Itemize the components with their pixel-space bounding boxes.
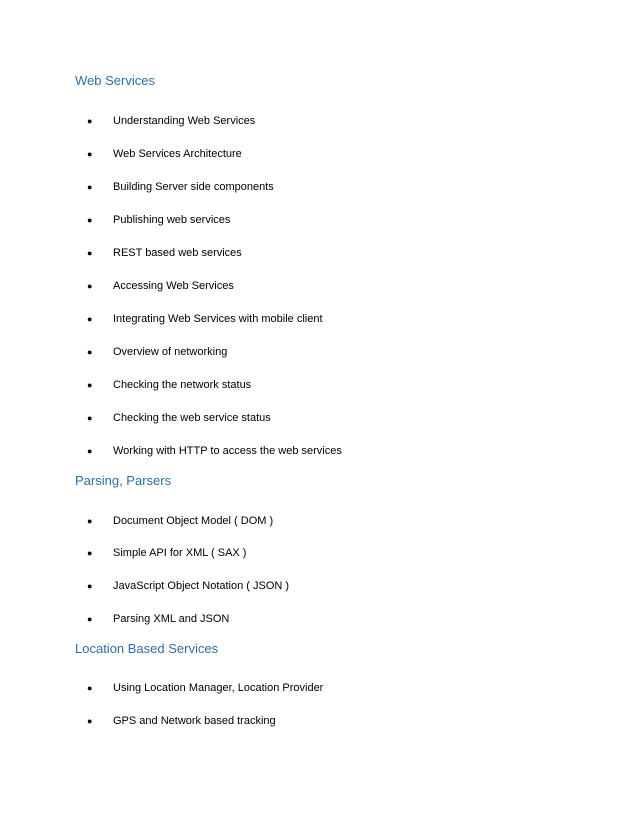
list-item: [87, 212, 230, 228]
bullet-icon: ●: [87, 614, 93, 624]
bullet-icon: ●: [87, 281, 93, 291]
bullet-icon: ●: [87, 116, 93, 126]
list-item: [87, 146, 242, 162]
bullet-icon: ●: [87, 215, 93, 225]
list-item-text: Document Object Model ( DOM ): [113, 515, 274, 527]
list-item-text: Overview of networking: [113, 346, 228, 358]
bullet-icon: ●: [87, 347, 93, 357]
list-item: [87, 278, 234, 294]
bullet-icon: ●: [87, 149, 93, 159]
bullet-icon: ●: [87, 182, 93, 192]
list-item-text: Understanding Web Services: [113, 115, 256, 127]
list-item-text: Using Location Manager, Location Provider: [113, 682, 324, 694]
list-item-text: Parsing XML and JSON: [113, 613, 230, 625]
bullet-icon: ●: [87, 683, 93, 693]
list-item-text: Working with HTTP to access the web services: [113, 445, 342, 457]
list-item: [87, 545, 246, 561]
list-item: [87, 513, 273, 529]
bullet-icon: ●: [87, 548, 93, 558]
section-heading-parsing-parsers: Parsing, Parsers: [75, 473, 172, 488]
list-item-text: Checking the network status: [113, 379, 252, 391]
section-heading-web-services: Web Services: [75, 73, 155, 88]
list-item-text: GPS and Network based tracking: [113, 715, 276, 727]
list-item: [87, 311, 323, 327]
bullet-icon: ●: [87, 581, 93, 591]
list-item: [87, 680, 323, 696]
bullet-icon: ●: [87, 446, 93, 456]
list-item-text: Publishing web services: [113, 214, 231, 226]
section-heading-location-based-services: Location Based Services: [75, 641, 219, 656]
list-item: [87, 245, 242, 261]
list-item: [87, 113, 255, 129]
list-item: [87, 443, 342, 459]
list-item-text: REST based web services: [113, 247, 242, 259]
list-item-text: Simple API for XML ( SAX ): [113, 547, 247, 559]
list-item-text: Checking the web service status: [113, 412, 271, 424]
bullet-icon: ●: [87, 413, 93, 423]
bullet-icon: ●: [87, 716, 93, 726]
list-item-text: Accessing Web Services: [113, 280, 234, 292]
list-item: [87, 179, 274, 195]
bullet-icon: ●: [87, 248, 93, 258]
list-item: [87, 611, 229, 627]
list-item: [87, 344, 227, 360]
list-item-text: Web Services Architecture: [113, 148, 242, 160]
list-item: [87, 410, 271, 426]
list-item: [87, 713, 276, 729]
list-item: [87, 578, 289, 594]
list-item-text: Integrating Web Services with mobile client: [113, 313, 323, 325]
bullet-icon: ●: [87, 314, 93, 324]
list-item: [87, 377, 251, 393]
list-item-text: JavaScript Object Notation ( JSON ): [113, 580, 290, 592]
list-item-text: Building Server side components: [113, 181, 274, 193]
bullet-icon: ●: [87, 516, 93, 526]
bullet-icon: ●: [87, 380, 93, 390]
